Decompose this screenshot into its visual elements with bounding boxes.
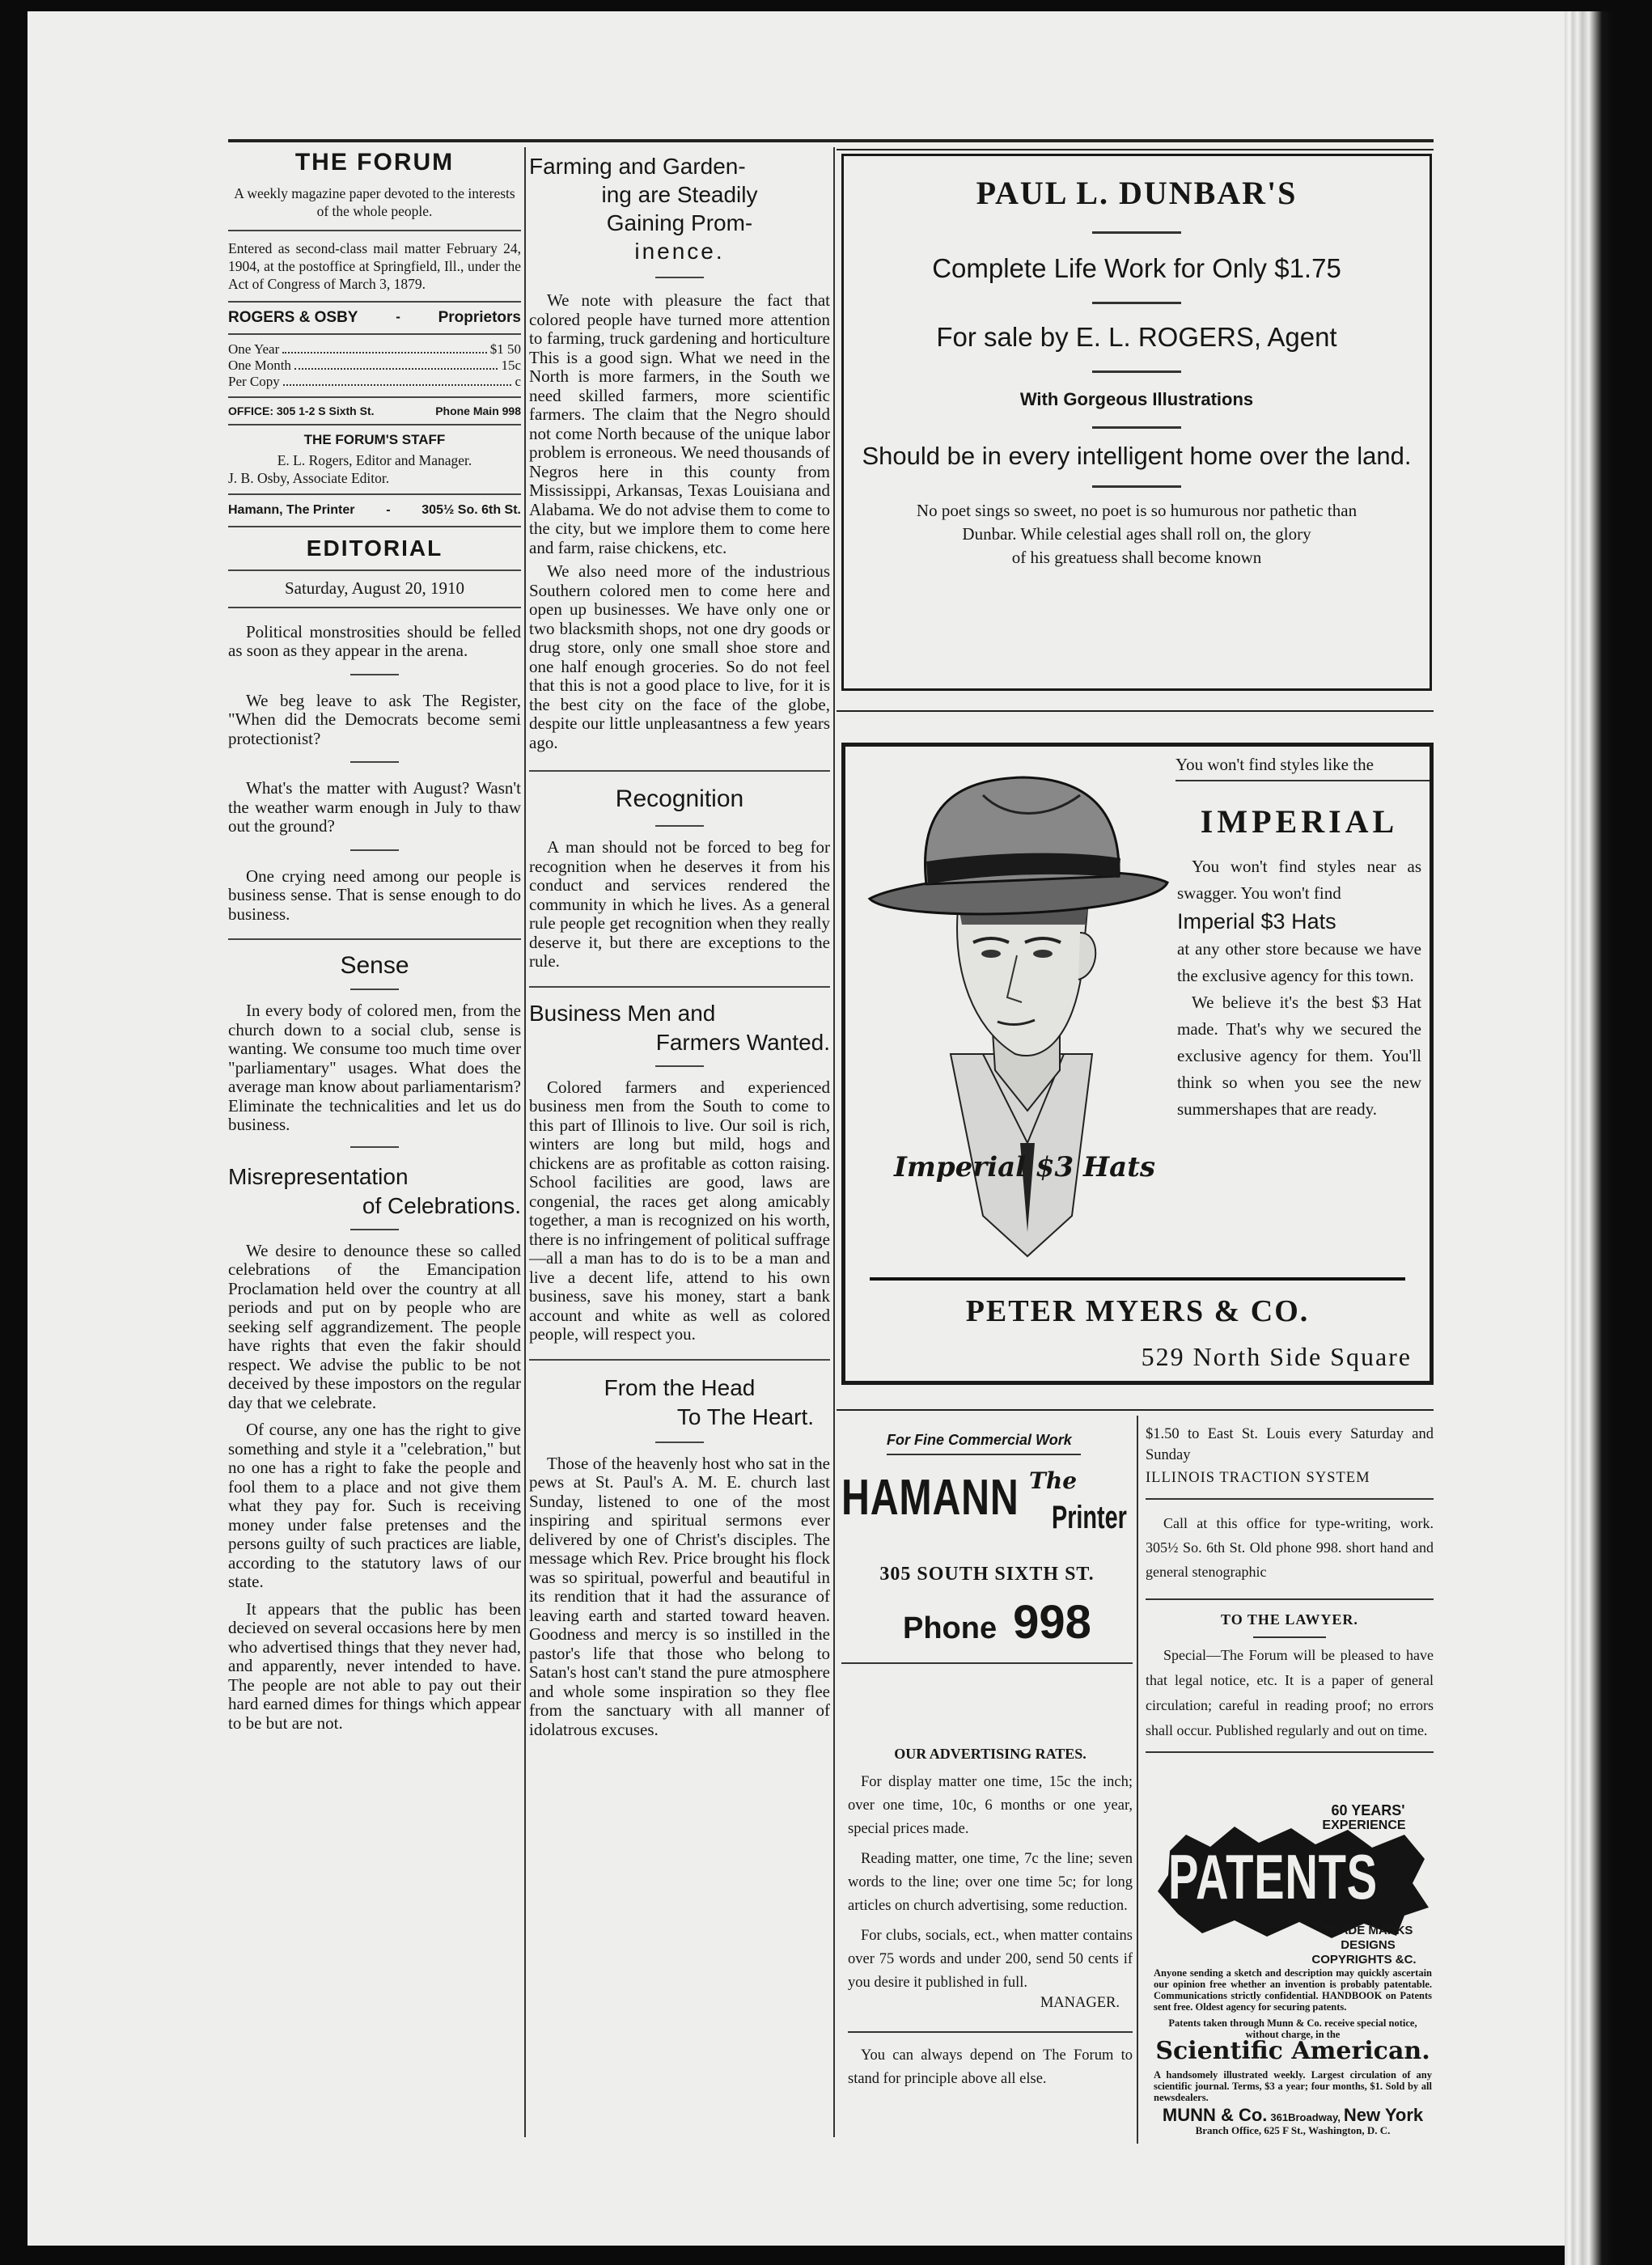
hamann-phone-number: 998 <box>1013 1596 1091 1649</box>
lawyer-body: Special—The Forum will be pleased to have that legal notice, etc. It is a paper of general circulation; careful in reading proof; no errors shall occur. Published regularly and out on time. <box>1146 1647 1434 1738</box>
adrates-signoff: MANAGER. <box>1040 1995 1120 2011</box>
masthead-title: THE FORUM <box>294 149 455 176</box>
rate-price: 15c <box>501 358 521 373</box>
adrates-paragraph: You can always depend on The Forum to stand for principle above all else. <box>848 2047 1133 2087</box>
divider <box>1175 780 1430 781</box>
dunbar-title: PAUL L. DUNBAR'S <box>976 175 1298 211</box>
column-rule-1 <box>524 147 526 2137</box>
printer-name: Hamann, The Printer <box>228 503 355 517</box>
patents-branch: Branch Office, 625 F St., Washington, D. C. <box>1195 2124 1391 2136</box>
patents-ad <box>1154 1794 1432 2134</box>
misrep-paragraph: We desire to denounce these so called celebrations of the Emancipation Proclamation held over the country at all periods and put on by people who are seeking self aggrandizement. The people have rights that even the fakir should respect. We advise the public to be not deceived by these impostors on the regular day that we celebrate. <box>228 1240 521 1412</box>
proprietors-label: Proprietors <box>438 309 521 326</box>
masthead-block <box>228 149 521 1733</box>
farming-heading: Farming and Garden- <box>529 154 746 179</box>
office-address: OFFICE: 305 1-2 S Sixth St. <box>228 404 375 417</box>
dunbar-line4: Should be in every intelligent home over the land. <box>862 442 1412 470</box>
short-rule <box>350 674 399 675</box>
patents-munn-line <box>1154 2105 1432 2126</box>
editorial-date: Saturday, August 20, 1910 <box>284 578 465 598</box>
divider <box>1146 1751 1434 1753</box>
dunbar-line2: For sale by E. L. ROGERS, Agent <box>936 322 1337 352</box>
divider <box>228 301 521 303</box>
ad-short-rule <box>1092 485 1181 488</box>
office-line <box>228 404 521 417</box>
rate-label: One Year <box>228 341 280 357</box>
imperial-p1c: at any other store because we have the exclusive agency for this town. <box>1177 939 1421 985</box>
business-body: Colored farmers and experienced business men from the South to come to this part of Illinois to live. Our soil is rich, winters are long but mild, hogs and chickens are as profitable as cotton raising. School facilities are good, laws are congenial, the races get along amicably together, a man is recognized on his worth, there is no infringement of political suffrage—all a man has to do is to be a man and live a decent life, attend to his own business, save his money, start a bank account and white as well as colored people, will respect you. <box>529 1077 830 1344</box>
patents-word: PATENTS <box>1168 1841 1378 1912</box>
ad-rule <box>837 710 1434 712</box>
rate-label: Per Copy <box>228 374 280 389</box>
patents-sciam: Scientific American. <box>1155 2037 1430 2065</box>
column-rule-3 <box>1137 1416 1138 2144</box>
hamann-address: 305 SOUTH SIXTH ST. <box>879 1564 1095 1585</box>
divider <box>887 1454 1081 1455</box>
dunbar-ad <box>841 154 1432 691</box>
divider <box>529 1359 830 1361</box>
patents-fine3: A handsomely illustrated weekly. Largest circulation of any scientific journal. Terms, $3 a year; four months, $1. Sold by all newsdealers. <box>1154 2069 1432 2103</box>
sense-heading: Sense <box>340 952 409 979</box>
patents-experience: EXPERIENCE <box>1322 1818 1406 1832</box>
rate-row <box>228 358 521 374</box>
proprietors-line <box>228 309 521 327</box>
imperial-store: PETER MYERS & CO. <box>965 1294 1310 1328</box>
farming-paragraph: We also need more of the industrious Southern colored men to come here and open up businesses. We have only one or two blacksmith shops, not one dry goods or drug store, only one small shoe store and one half enough groceries. So do not feel that this is not a good place to live, for it is the best city on the face of the globe, despite our little unpleasantness a few years ago. <box>529 561 830 752</box>
imperial-address: 529 North Side Square <box>1141 1342 1412 1371</box>
hat-caption: Imperial $3 Hats <box>894 1151 1156 1183</box>
divider <box>228 396 521 398</box>
divider <box>228 493 521 495</box>
head-heart-body: Those of the heavenly host who sat in the pews at St. Paul's A. M. E. church last Sunday, listened to one of the most inspiring and spiritual sermons ever delivered by one of Christ's disciples. The message which Rev. Price brought his flock was so spiritual, powerful and beautiful in its rendition that it had the assurance of leaving earth and started toward heaven. Goodness and mercy is so instilled in the pastor's life that those who belong to Satan's host can't stand the pure atmosphere and whole some inspiration so they flee from the sanctuary with all manner of idolatrous excuses. <box>529 1453 830 1739</box>
hat-illustration <box>862 763 1169 1281</box>
editorial-paragraph: One crying need among our people is business sense. That is sense enough to do business. <box>228 866 521 924</box>
printer-address: 305½ So. 6th St. <box>421 503 521 517</box>
ad-rates <box>848 1746 1133 2091</box>
divider <box>228 526 521 527</box>
ad-rule <box>837 149 1434 150</box>
traction-line2: ILLINOIS TRACTION SYSTEM <box>1146 1470 1370 1486</box>
rate-price: $1 50 <box>489 341 521 357</box>
patents-munn: MUNN & Co. <box>1162 2105 1268 2125</box>
misrep-heading: Misrepresentation <box>228 1163 409 1189</box>
divider <box>1146 1498 1434 1500</box>
farming-heading: ing are Steadily <box>601 182 758 207</box>
hamann-printer: Printer <box>1052 1500 1127 1535</box>
divider <box>228 607 521 608</box>
patents-copyrights: COPYRIGHTS &C. <box>1311 1953 1417 1967</box>
head-heart-heading: From the Head <box>604 1374 756 1400</box>
rate-label: One Month <box>228 358 291 373</box>
divider <box>848 2031 1133 2033</box>
sense-body: In every body of colored men, from the church down to a social club, sense is wanting. We consume too much time over "parliamentary" usages. What does the average man know about parliamentarism? Eliminate the technicalities and let us do business. <box>228 1001 521 1134</box>
short-rule <box>1253 1636 1326 1638</box>
editorial-heading: EDITORIAL <box>306 536 443 561</box>
divider <box>841 1662 1133 1664</box>
hamann-ad <box>841 1432 1133 1664</box>
recognition-body: A man should not be forced to beg for recognition when he deserves it from his conduct and services rendered the community in which he lives. As a general rule people get recognition when they really deserve it, but there are exceptions to the rule. <box>529 837 830 971</box>
patents-fine2: Patents taken through Munn & Co. receive special notice, without charge, in the <box>1168 2017 1417 2040</box>
divider <box>228 333 521 335</box>
patents-trade: TRADE MARKS <box>1323 1924 1413 1937</box>
office-phone: Phone Main 998 <box>435 404 521 417</box>
short-rule <box>655 1065 704 1067</box>
short-rule <box>655 825 704 827</box>
adrates-paragraph: Reading matter, one time, 7c the line; seven words to the line; over one time 5c; for long articles on church advertising, some reduction. <box>848 1851 1133 1914</box>
adrates-paragraph: For clubs, socials, ect., when matter contains over 75 words and under 200, send 50 cents if you desire it published in full. <box>848 1928 1133 1991</box>
ad-short-rule <box>1092 302 1181 304</box>
recognition-heading: Recognition <box>615 785 744 812</box>
dunbar-line5: Dunbar. While celestial ages shall roll on, the glory <box>962 524 1311 544</box>
adrates-paragraph: For display matter one time, 15c the inch; over one time, 10c, 6 months or one year, special prices made. <box>848 1774 1133 1837</box>
entered-notice: Entered as second-class mail matter February 24, 1904, at the postoffice at Springfield, Ill., under the Act of Congress of March 3, 1879. <box>228 240 521 292</box>
traction-office: Call at this office for type-writing, work. 305½ So. 6th St. Old phone 998. short hand and general stenographic <box>1146 1515 1434 1580</box>
short-rule <box>350 1146 399 1148</box>
short-rule <box>655 1442 704 1443</box>
divider <box>529 770 830 772</box>
staff-heading: THE FORUM'S STAFF <box>303 432 446 447</box>
adrates-heading: OUR ADVERTISING RATES. <box>894 1746 1087 1762</box>
patents-broadway: 361Broadway, <box>1270 2111 1341 2123</box>
proprietors-dash: - <box>396 309 400 324</box>
misrep-paragraph: Of course, any one has the right to give something and style it a "celebration," but no one has a right to fake the people and fool them to a place and not give them what they pay for. Such is receiving money under false pretenses and the persons guilty of such practices are liable, according to the statutory laws of our state. <box>228 1420 521 1591</box>
short-rule <box>350 761 399 763</box>
editorial-paragraph: Political monstrosities should be felled as soon as they appear in the arena. <box>228 621 521 660</box>
patents-fine1: Anyone sending a sketch and description may quickly ascertain our opinion free whether an invention is probably patentable. Communications strictly confidential. HANDBOOK on Patents sent free. Oldest agency for securing patents. <box>1154 1967 1432 2013</box>
top-rule <box>228 139 1434 142</box>
divider <box>228 569 521 571</box>
traction-line1: $1.50 to East St. Louis every Saturday and Sunday <box>1146 1426 1434 1463</box>
imperial-p1b: Imperial $3 Hats <box>1177 909 1336 934</box>
staff-editor: E. L. Rogers, Editor and Manager. <box>277 452 472 468</box>
hamann-the: The <box>1029 1467 1078 1494</box>
lawyer-heading: TO THE LAWYER. <box>1221 1611 1358 1628</box>
patents-designs: DESIGNS <box>1341 1938 1396 1952</box>
short-rule <box>350 849 399 851</box>
rate-row <box>228 374 521 390</box>
ad-short-rule <box>1092 231 1181 234</box>
column-2 <box>529 152 830 1739</box>
business-heading: Business Men and <box>529 1000 716 1026</box>
proprietor-names: ROGERS & OSBY <box>228 309 358 326</box>
imperial-top: You won't find styles like the <box>1175 755 1374 774</box>
staff-associate: J. B. Osby, Associate Editor. <box>228 470 390 486</box>
imperial-p1: You won't find styles near as swagger. You won't find <box>1177 857 1421 903</box>
farming-paragraph: We note with pleasure the fact that colored people have turned more attention to farming, truck gardening and horticulture This is a good sign. What we need in the North is more farmers, in the South we need skilled farmers, more scientific farmers. The claim that the Negro should not come North because of the unique labor problem is erroneous. We need thousands of Negros here in this county from Mississippi, Arkansas, Texas Louisiana and Alabama. We do not advise them to come to the city, but we implore them to come here and farm, raise chickens, etc. <box>529 290 830 557</box>
imperial-p2: We believe it's the best $3 Hat made. That's why we secured the exclusive agency for them. You'll think so when you see the new summershapes that are ready. <box>1177 993 1421 1119</box>
rate-row <box>228 341 521 358</box>
business-heading: Farmers Wanted. <box>655 1029 830 1055</box>
imperial-text <box>1169 747 1430 1264</box>
rate-price: c <box>515 374 521 389</box>
printer-dash: - <box>386 503 391 517</box>
misrep-heading: of Celebrations. <box>362 1192 521 1218</box>
head-heart-heading: To The Heart. <box>676 1403 814 1429</box>
dunbar-line3: With Gorgeous Illustrations <box>1019 389 1254 409</box>
patents-years: 60 YEARS' <box>1331 1802 1405 1818</box>
printer-line <box>228 503 521 518</box>
hamann-top: For Fine Commercial Work <box>887 1432 1072 1448</box>
imperial-ad <box>841 743 1434 1385</box>
misrep-paragraph: It appears that the public has been decieved on several occasions here by men who advertised things that they never had, and apparently, never intended to have. The people are not able to pay out their hard earned dimes for things which appear to be but are not. <box>228 1598 521 1733</box>
editorial-paragraph: We beg leave to ask The Register, "When did the Democrats become semi protectionist? <box>228 690 521 748</box>
column-rule-2 <box>833 147 835 2137</box>
editorial-paragraph: What's the matter with August? Wasn't the weather warm enough in July to thaw out the ground? <box>228 778 521 836</box>
short-rule <box>350 1229 399 1230</box>
masthead-tagline: A weekly magazine paper devoted to the interests of the whole people. <box>234 185 515 219</box>
page-edge <box>1565 11 1613 2265</box>
ad-rule <box>837 1409 1434 1411</box>
divider <box>1146 1598 1434 1600</box>
divider <box>228 938 521 940</box>
divider <box>228 230 521 231</box>
ad-short-rule <box>1092 370 1181 373</box>
hamann-phone-label: Phone <box>903 1611 998 1645</box>
ad-short-rule <box>1092 426 1181 429</box>
dunbar-line5: No poet sings so sweet, no poet is so humurous nor pathetic than <box>916 501 1358 520</box>
short-rule <box>350 989 399 990</box>
hamann-name: HAMANN <box>841 1470 1019 1526</box>
right-ads <box>1146 1424 1434 1753</box>
patents-newyork: New York <box>1343 2105 1424 2125</box>
divider <box>228 424 521 425</box>
divider <box>529 986 830 988</box>
dunbar-line5: of his greatuess shall become known <box>1011 548 1262 567</box>
imperial-brand: IMPERIAL <box>1200 803 1399 840</box>
divider <box>870 1277 1405 1281</box>
short-rule <box>655 277 704 278</box>
dunbar-line1: Complete Life Work for Only $1.75 <box>932 253 1341 283</box>
farming-heading: inence. <box>634 239 725 264</box>
farming-heading: Gaining Prom- <box>606 210 753 235</box>
